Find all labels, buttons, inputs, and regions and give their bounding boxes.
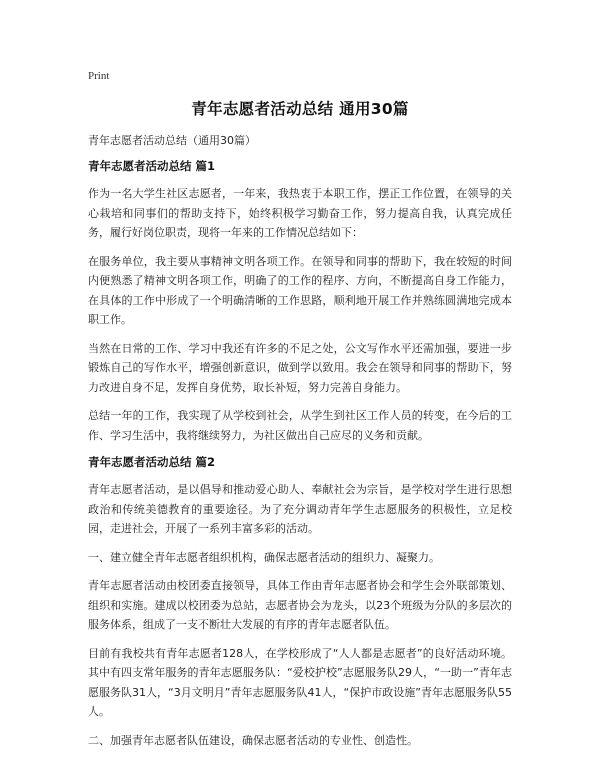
paragraph: 当然在日常的工作、学习中我还有许多的不足之处，公文写作水平还需加强，要进一步锻炼自己的写作水平，增强创新意识，做到学以致用。我会在领导和同事的帮助下，努力改进自身不足，发挥自身优势，取长补短，努力完善自身能力。 [88, 341, 512, 394]
document-title: 青年志愿者活动总结 通用30篇 [191, 100, 409, 118]
paragraph: 总结一年的工作，我实现了从学校到社会，从学生到社区工作人员的转变，在今后的工作、学习生活中，我将继续努力，为社区做出自己应尽的义务和贡献。 [88, 409, 512, 442]
section-heading-2: 青年志愿者活动总结 篇2 [88, 455, 216, 469]
paragraph: 青年志愿者活动，是以倡导和推动爱心助人、奉献社会为宗旨，是学校对学生进行思想政治和传统美德教育的重要途径。为了充分调动青年学生志愿服务的积极性，立足校园，走进社会，开展了一系列丰富多彩的活动。 [88, 483, 512, 535]
section-heading-1: 青年志愿者活动总结 篇1 [88, 159, 216, 173]
print-label[interactable]: Print [88, 70, 110, 82]
paragraph: 一、建立健全青年志愿者组织机构，确保志愿者活动的组织力、凝聚力。 [88, 550, 440, 564]
paragraph: 在服务单位，我主要从事精神文明各项工作。在领导和同事的帮助下，我在较短的时间内便熟悉了精神文明各项工作，明确了的工作的程序、方向，不断提高自身工作能力，在具体的工作中形成了一个明确清晰的工作思路，顺利地开展工作并熟练圆满地完成本职工作。 [88, 254, 512, 326]
paragraph: 目前有我校共有青年志愿者128人，在学校形成了“人人都是志愿者”的良好活动环境。其中有四支常年服务的青年志愿服务队：“爱校护校”志愿服务队29人，“一助一”青年志愿服务队31人，“3月文明月”青年志愿服务队41人，“保护市政设施”青年志愿服务队55人。 [88, 646, 512, 718]
paragraph: 作为一名大学生社区志愿者，一年来，我热衷于本职工作，摆正工作位置，在领导的关心栽培和同事们的帮助支持下，始终积极学习勤奋工作，努力提高自我，认真完成任务，履行好岗位职责，现将一年来的工作情况总结如下： [88, 187, 512, 239]
paragraph: 青年志愿者活动由校团委直接领导，具体工作由青年志愿者协会和学生会外联部策划、组织和实施。建成以校团委为总站，志愿者协会为龙头，以23个班级为分队的多层次的服务体系，组成了一支不断壮大发展的有序的青年志愿者队伍。 [88, 579, 512, 631]
paragraph: 二、加强青年志愿者队伍建设，确保志愿者活动的专业性、创造性。 [88, 733, 418, 747]
document-subtitle: 青年志愿者活动总结（通用30篇） [88, 134, 256, 147]
document-body [88, 132, 512, 759]
